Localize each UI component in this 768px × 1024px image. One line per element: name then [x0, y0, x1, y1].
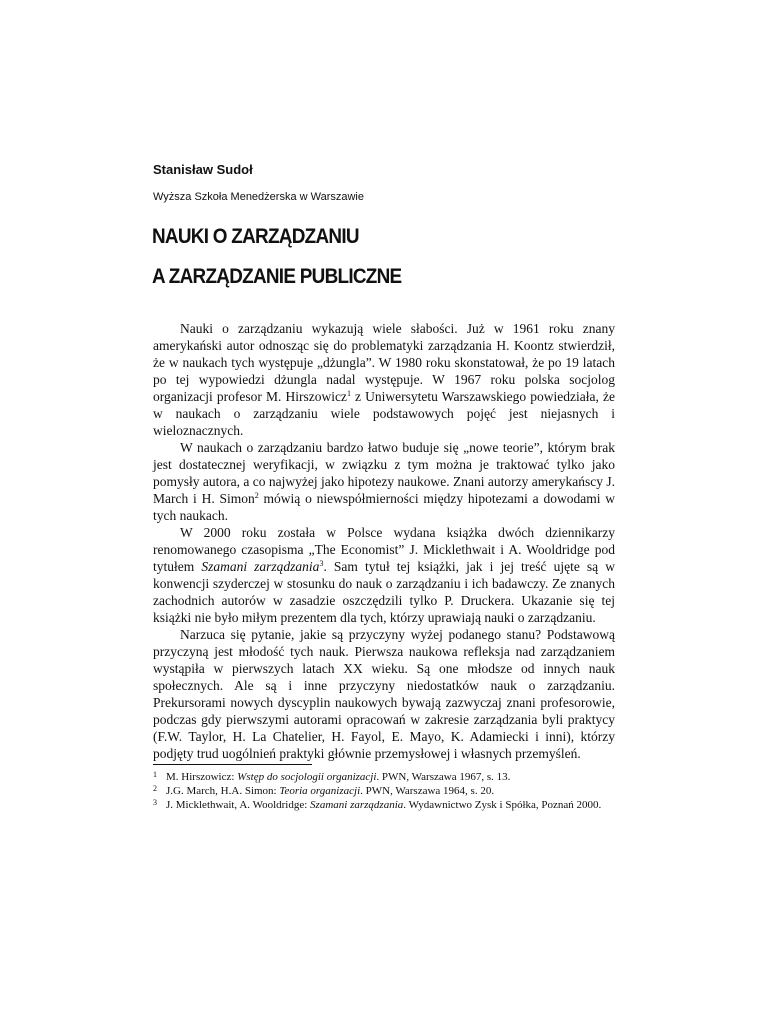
title-line-2: A ZARZĄDZANIE PUBLICZNE	[152, 265, 402, 288]
footnote-title: Teoria organizacji	[279, 785, 361, 797]
footnote-3	[153, 798, 623, 812]
author-name: Stanisław Sudoł	[153, 162, 253, 177]
footnote-1	[153, 770, 623, 784]
footnote-number: 2	[153, 784, 157, 793]
article-body	[153, 320, 615, 762]
footnote-author: J. Micklethwait, A. Wooldridge:	[166, 799, 311, 811]
footnote-text	[166, 770, 510, 784]
footnote-number: 1	[153, 770, 157, 779]
book-title-italic: Szamani zarządzania	[201, 559, 320, 574]
footnote-publisher: . Wydawnictwo Zysk i Spółka, Poznań 2000.	[403, 799, 602, 811]
footnote-ref-3: 3	[319, 559, 324, 568]
footnote-number: 3	[153, 798, 157, 807]
paragraph-1-text-a: Nauki o zarządzaniu wykazują wiele słabości. Już w 1961 roku znany amerykański autor odnosząc się do problematyki zarządzania H. Koontz stwierdził, że w naukach tych występuje „dżungla”. W 1980 roku skonstatował, że po 19 latach po tej wypowiedzi dżungla nadal występuje. W 1967 roku polska socjolog organizacji profesor M. Hirszowicz	[153, 321, 615, 404]
author-affiliation: Wyższa Szkoła Menedżerska w Warszawie	[153, 191, 364, 203]
paragraph-1	[153, 320, 615, 439]
footnote-text	[166, 798, 601, 812]
paragraph-3	[153, 524, 615, 626]
footnote-author: J.G. March, H.A. Simon:	[166, 785, 280, 797]
footnote-ref-1: 1	[346, 389, 351, 398]
footnote-publisher: . PWN, Warszawa 1964, s. 20.	[360, 785, 495, 797]
paragraph-2	[153, 439, 615, 524]
footnote-separator	[153, 764, 312, 765]
footnote-2	[153, 784, 623, 798]
footnotes	[153, 770, 623, 812]
footnote-title: Szamani zarządzania	[310, 799, 404, 811]
paragraph-2-text-b: mówią o niewspółmierności między hipotezami a dowodami w tych naukach.	[153, 491, 615, 523]
footnote-author: M. Hirszowicz:	[166, 771, 238, 783]
footnote-title: Wstęp do socjologii organizacji	[237, 771, 377, 783]
paragraph-4: Narzuca się pytanie, jakie są przyczyny wyżej podanego stanu? Podstawową przyczyną jest młodość tych nauk. Pierwsza naukowa refleksja nad zarządzaniem wystąpiła w pierwszych latach XX wieku. Są one młodsze od innych nauk społecznych. Ale są i inne przyczyny niedostatków nauk o zarządzaniu. Prekursorami nowych dyscyplin naukowych bywają zazwyczaj znani profesorowie, podczas gdy pierwszymi autorami opracowań w zakresie zarządzania byli praktycy (F.W. Taylor, H. La Chatelier, H. Fayol, E. Mayo, K. Adamiecki i inni), którzy podjęty trud uogólnień praktyki głównie przemysłowej i własnych przemyśleń.	[153, 627, 615, 761]
footnote-ref-2: 2	[254, 491, 259, 500]
footnote-text	[166, 784, 494, 798]
title-line-1: NAUKI O ZARZĄDZANIU	[152, 225, 359, 248]
paragraph-2-text-a: W naukach o zarządzaniu bardzo łatwo buduje się „nowe teorie”, którym brak jest dostatecznej weryfikacji, w związku z tym można je traktować tylko jako pomysły autora, a co najwyżej jako hipotezy naukowe. Znani autorzy amerykańscy J. March i H. Simon	[153, 440, 615, 506]
paragraph-3-text-b: . Sam tytuł tej książki, jak i jej treść ujęte są w konwencji szyderczej w stosunku do nauk o zarządzaniu i ich badawczy. Ze znanych zachodnich autorów w zasadzie oszczędzili tylko P. Druckera. Ukazanie się tej książki nie było miłym prezentem dla tych, którzy uprawiają nauki o zarządzaniu.	[153, 559, 615, 625]
paragraph-3-text-a: W 2000 roku została w Polsce wydana książka dwóch dziennikarzy renomowanego czasopisma „The Economist” J. Micklethwait i A. Wooldridge pod tytułem	[153, 525, 615, 574]
paragraph-1-text-b: z Uniwersytetu Warszawskiego powiedziała, że w naukach o zarządzaniu wiele podstawowych pojęć jest niejasnych i wieloznacznych.	[153, 389, 615, 438]
footnote-publisher: . PWN, Warszawa 1967, s. 13.	[376, 771, 511, 783]
